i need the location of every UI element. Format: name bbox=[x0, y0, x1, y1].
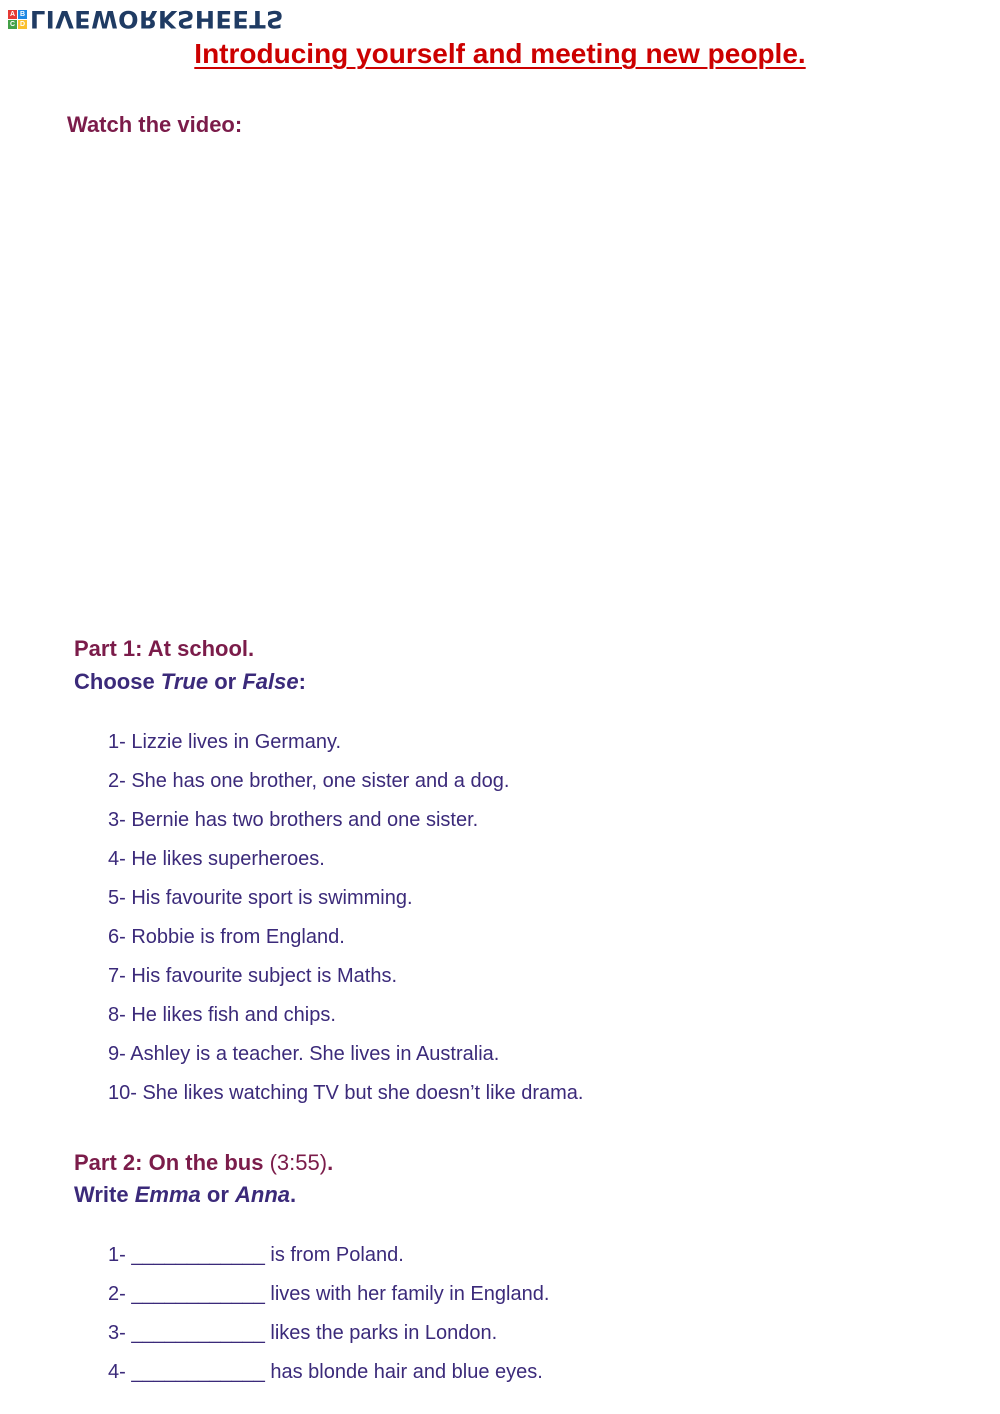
instruction-option-anna: Anna bbox=[235, 1182, 290, 1207]
question-item: 8- He likes fish and chips. bbox=[108, 1004, 336, 1026]
question-item: 2- She has one brother, one sister and a dog. bbox=[108, 770, 510, 792]
fill-blank-item[interactable]: 4- ____________ has blonde hair and blue eyes. bbox=[108, 1361, 543, 1383]
question-item: 4- He likes superheroes. bbox=[108, 848, 325, 870]
part2-heading bbox=[74, 1150, 333, 1176]
instruction-option-false: False bbox=[242, 669, 299, 694]
page-title: Introducing yourself and meeting new people. bbox=[194, 38, 806, 69]
logo-block: C bbox=[9, 20, 16, 28]
question-item: 5- His favourite sport is swimming. bbox=[108, 887, 413, 909]
logo-block: B bbox=[19, 10, 26, 18]
watch-video-label: Watch the video: bbox=[67, 112, 243, 137]
part2-heading-end: . bbox=[327, 1150, 334, 1175]
part2-time-note: (3:55) bbox=[263, 1150, 328, 1175]
part2-question-list bbox=[108, 1243, 549, 1399]
instruction-suffix: : bbox=[298, 669, 306, 694]
instruction-middle: or bbox=[208, 669, 243, 694]
fill-blank-item[interactable]: 2- ____________ lives with her family in England. bbox=[108, 1283, 550, 1305]
part1-heading: Part 1: At school. bbox=[74, 636, 255, 661]
fill-blank-item[interactable]: 3- ____________ likes the parks in London. bbox=[108, 1322, 498, 1344]
question-item: 7- His favourite subject is Maths. bbox=[108, 965, 397, 987]
part1-instruction bbox=[74, 669, 306, 695]
instruction-option-emma: Emma bbox=[134, 1182, 201, 1207]
question-item: 3- Bernie has two brothers and one sister. bbox=[108, 809, 479, 831]
question-item: 10- She likes watching TV but she doesn’t like drama. bbox=[108, 1082, 584, 1104]
video-embed-area[interactable] bbox=[67, 150, 933, 620]
logo-blocks-icon bbox=[8, 10, 27, 29]
part1-question-list bbox=[108, 730, 583, 1120]
logo-text: LIVEWORKSHEETS bbox=[30, 5, 284, 33]
question-item: 6- Robbie is from England. bbox=[108, 926, 345, 948]
part2-heading-text: Part 2: On the bus bbox=[74, 1150, 264, 1175]
instruction-prefix: Write bbox=[74, 1182, 135, 1207]
part2-instruction bbox=[74, 1182, 296, 1208]
fill-blank-item[interactable]: 1- ____________ is from Poland. bbox=[108, 1244, 404, 1266]
logo-block: D bbox=[19, 20, 26, 28]
logo-block: A bbox=[9, 10, 16, 18]
instruction-prefix: Choose bbox=[74, 669, 161, 694]
question-item: 9- Ashley is a teacher. She lives in Australia. bbox=[108, 1043, 500, 1065]
question-item: 1- Lizzie lives in Germany. bbox=[108, 731, 342, 753]
instruction-suffix: . bbox=[290, 1182, 297, 1207]
liveworksheets-logo bbox=[8, 6, 284, 32]
instruction-middle: or bbox=[200, 1182, 235, 1207]
instruction-option-true: True bbox=[160, 669, 209, 694]
